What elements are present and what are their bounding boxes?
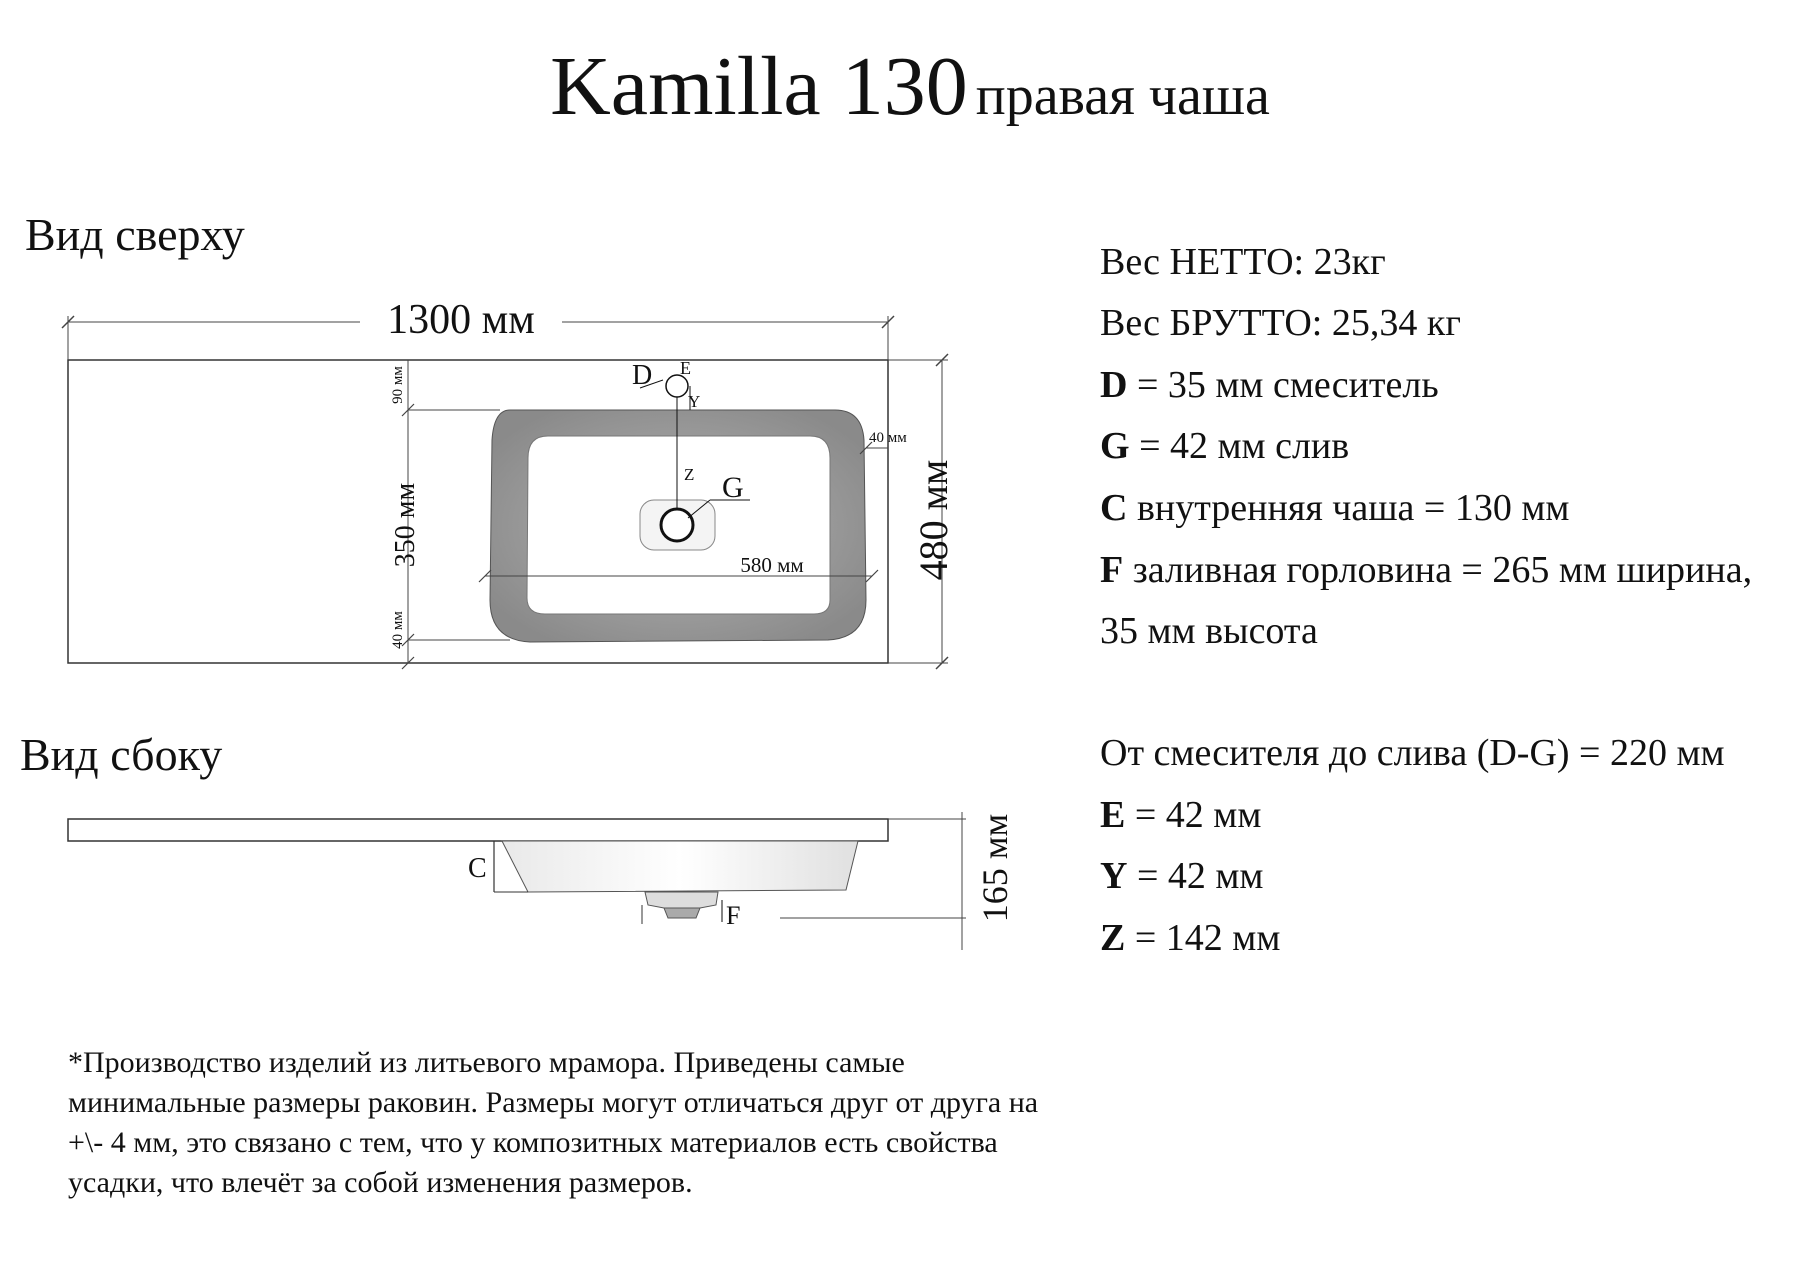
- marker-f: F: [726, 901, 741, 930]
- side-view-title: Вид сбоку: [20, 729, 223, 780]
- spec-y: Y = 42 мм: [1100, 855, 1264, 897]
- dim-depth: 480 мм: [911, 459, 956, 581]
- top-view-title: Вид сверху: [25, 209, 245, 260]
- faucet-hole: [666, 375, 688, 397]
- spec-c: C внутренняя чаша = 130 мм: [1100, 487, 1570, 529]
- spec-f-height: 35 мм высота: [1100, 610, 1318, 652]
- marker-z: Z: [684, 465, 695, 484]
- side-bowl: [502, 841, 858, 892]
- spec-gross-weight: Вес БРУТТО: 25,34 кг: [1100, 302, 1461, 344]
- dim-total-width: 1300 мм: [387, 297, 535, 343]
- marker-g: G: [722, 471, 744, 504]
- dim-back-offset: 40 мм: [390, 611, 406, 649]
- dim-height: 165 мм: [975, 813, 1015, 923]
- spec-d: D = 35 мм смеситель: [1100, 364, 1439, 406]
- model-name: Kamilla 130: [550, 40, 968, 133]
- spec-z: Z = 142 мм: [1100, 917, 1281, 959]
- marker-c: C: [468, 853, 487, 884]
- top-view-drawing: [62, 297, 956, 669]
- spec-d-g: От смесителя до слива (D-G) = 220 мм: [1100, 732, 1725, 774]
- side-countertop: [68, 819, 888, 841]
- marker-d: D: [632, 360, 653, 391]
- spec-net-weight: Вес НЕТТО: 23кг: [1100, 241, 1386, 283]
- dim-side-offset: 40 мм: [869, 430, 907, 446]
- marker-e: E: [680, 358, 691, 378]
- spec-f: F заливная горловина = 265 мм ширина,: [1100, 549, 1753, 591]
- side-view-drawing: [68, 812, 1015, 950]
- dim-front-offset: 90 мм: [390, 366, 406, 404]
- drain-hole: [661, 509, 693, 541]
- footnote: *Производство изделий из литьевого мрамора. Приведены самые минимальные размеры раковин. Размеры могут отличаться друг от друга на +\- 4 мм, это связано с тем, что у композитных материалов есть свойства усадки, что влечёт за собой изменения размеров.: [68, 1046, 1039, 1199]
- side-drain: [645, 892, 718, 908]
- marker-y: Y: [688, 392, 701, 411]
- spec-g: G = 42 мм слив: [1100, 425, 1350, 467]
- dim-bowl-depth: 350 мм: [390, 482, 421, 568]
- spec-e: E = 42 мм: [1100, 794, 1262, 836]
- dim-bowl-width: 580 мм: [740, 553, 804, 577]
- model-variant: правая чаша: [975, 65, 1270, 127]
